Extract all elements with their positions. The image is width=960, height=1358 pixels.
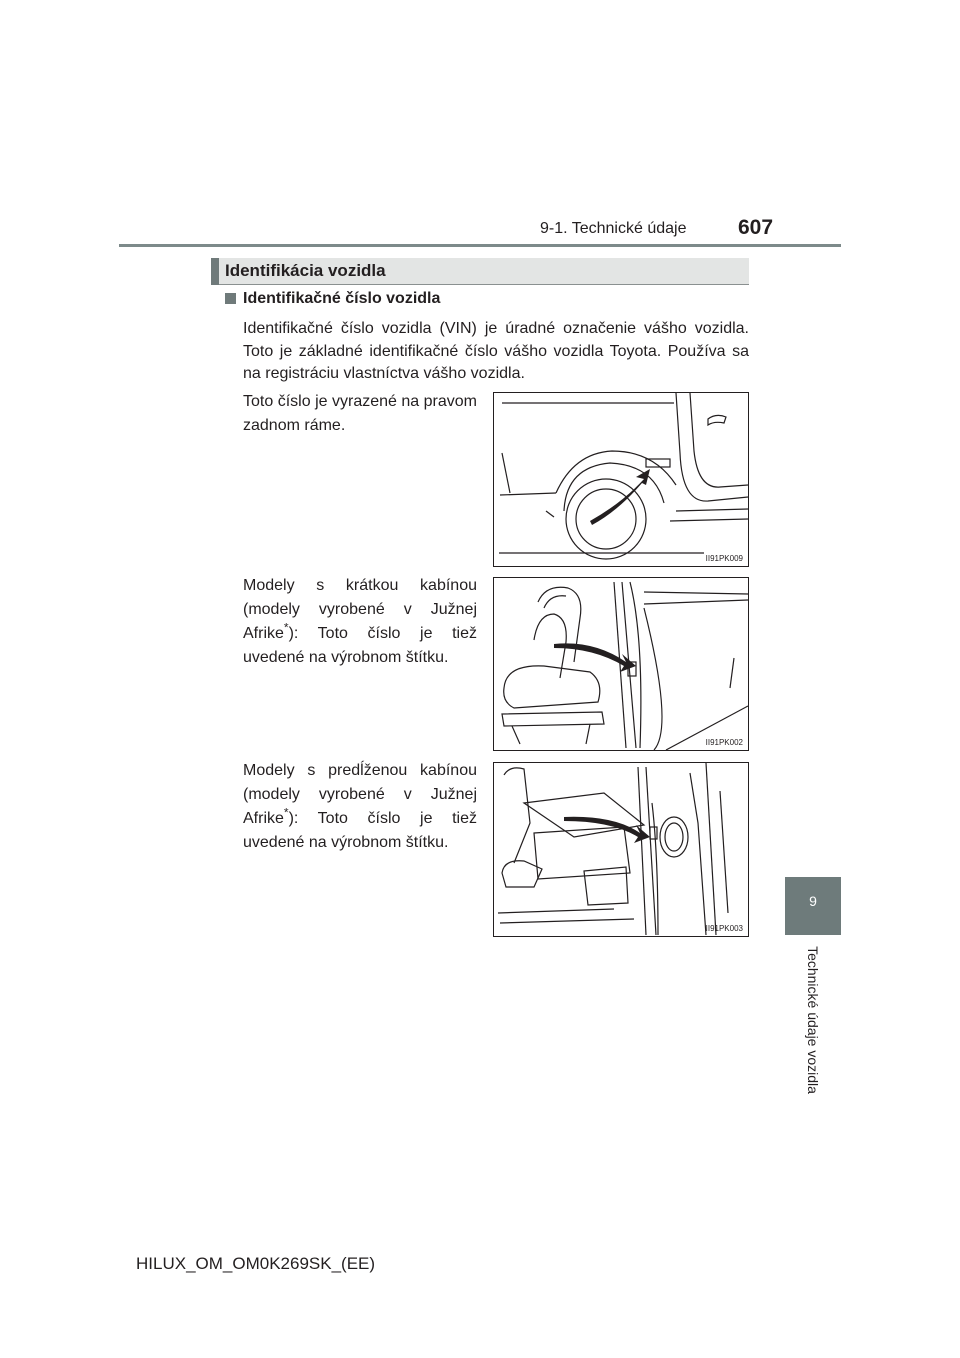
square-bullet-icon [225, 293, 236, 304]
header-rule [119, 244, 841, 247]
figure-code: II91PK002 [705, 738, 743, 747]
rear-frame-vin-illustration-icon [494, 393, 748, 566]
footer-document-code: HILUX_OM_OM0K269SK_(EE) [136, 1254, 376, 1273]
caption-text: Modely s krátkou kabínou (modely vyrobené v Južnej Afrike [243, 577, 477, 642]
figure-code: II91PK003 [705, 924, 743, 933]
chapter-title-vertical: Technické údaje vozidla [805, 946, 821, 1094]
figure-code: II91PK009 [705, 554, 743, 563]
extra-cab-door-pillar-illustration-icon [494, 763, 748, 936]
section-heading-accent [211, 258, 219, 285]
short-cab-door-pillar-illustration-icon [494, 578, 748, 750]
figure-caption-rear-frame: Toto číslo je vyrazené na pravom zadnom ráme. [243, 393, 477, 434]
figure-short-cab [493, 577, 749, 751]
section-title: Identifikácia vozidla [225, 261, 386, 280]
caption-text: ): Toto číslo je tiež uvedené na výrobnom štítku. [243, 810, 477, 851]
footnote-mark: * [283, 805, 289, 820]
footnote-mark: * [283, 620, 289, 635]
caption-text: Modely s predĺženou kabínou (modely vyrobené v Južnej Afrike [243, 762, 477, 827]
figure-rear-frame [493, 392, 749, 567]
caption-text: ): Toto číslo je tiež uvedené na výrobnom štítku. [243, 625, 477, 666]
subsection-title: Identifikačné číslo vozidla [243, 290, 441, 307]
intro-paragraph: Identifikačné číslo vozidla (VIN) je úradné označenie vášho vozidla. Toto je základné identifikačné číslo vášho vozidla Toyota. Používa sa na registráciu vlastníctva vášho vozidla. [243, 320, 749, 382]
figure-caption-extra-cab [243, 759, 477, 855]
running-header-section: 9-1. Technické údaje [540, 220, 687, 237]
chapter-number: 9 [809, 893, 817, 909]
figure-caption-short-cab [243, 574, 477, 670]
figure-extra-cab [493, 762, 749, 937]
page-number: 607 [738, 216, 774, 239]
